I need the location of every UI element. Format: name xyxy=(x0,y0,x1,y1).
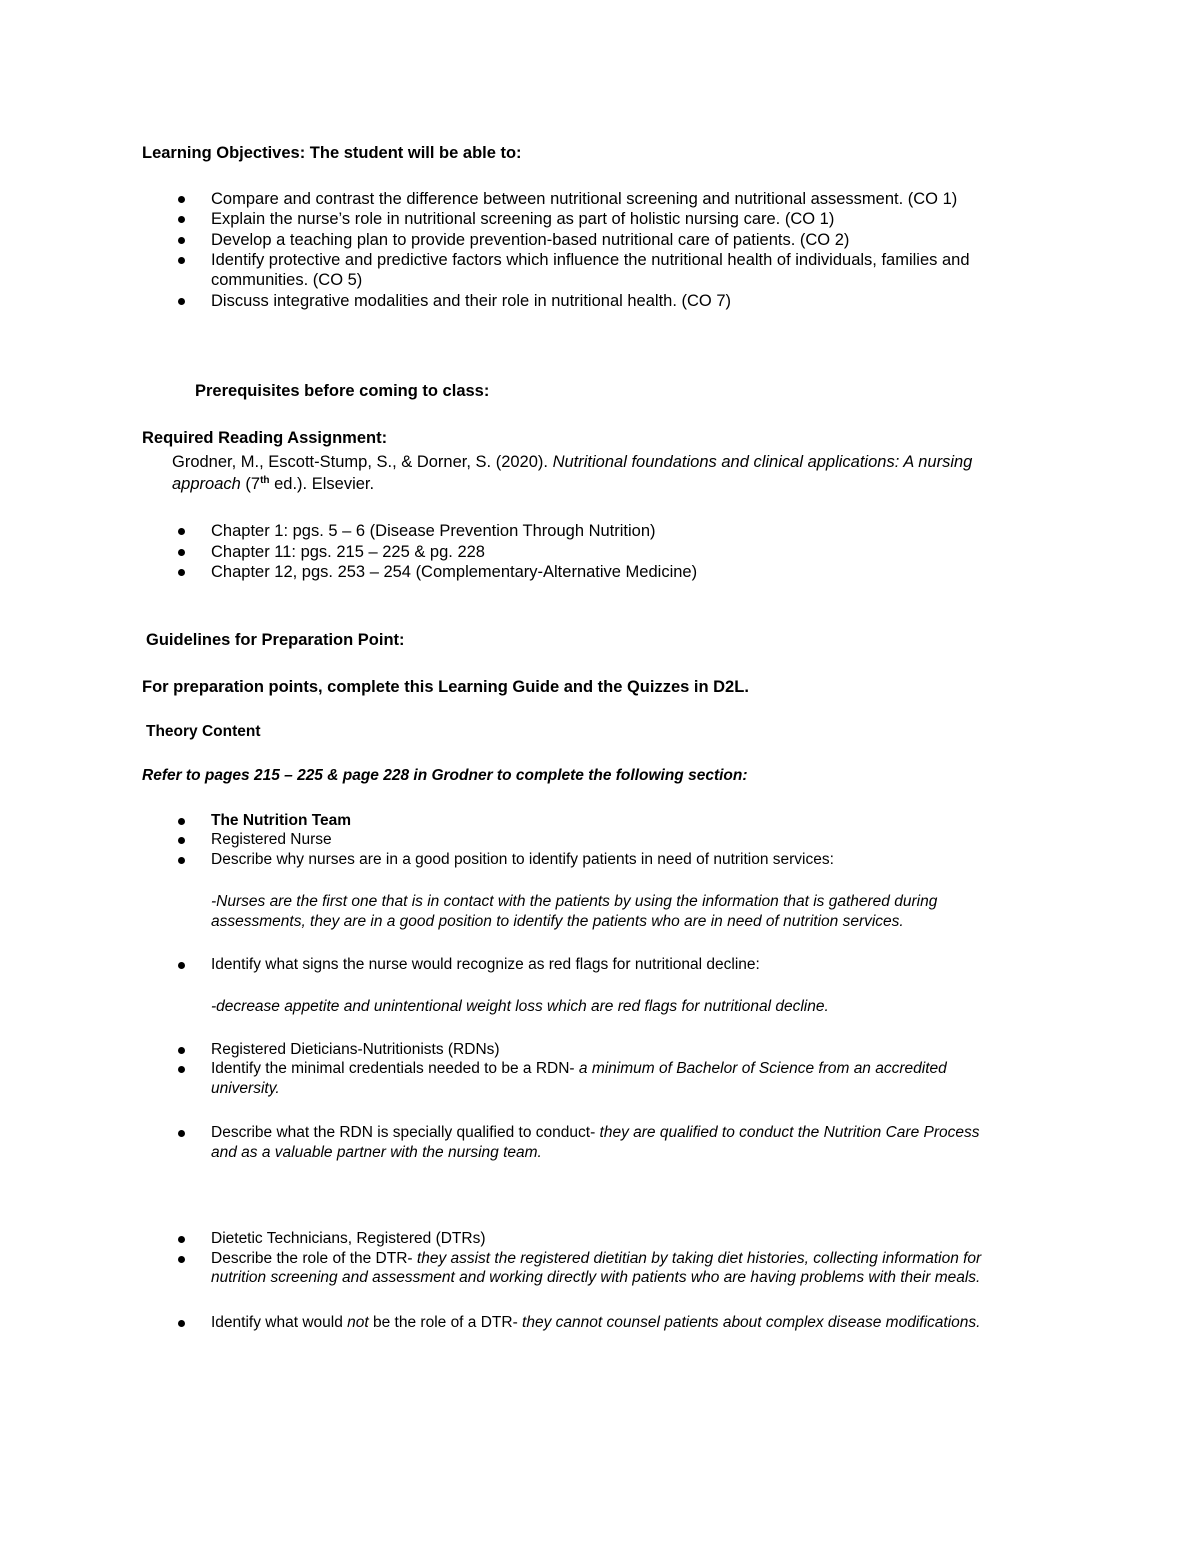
answer-position: -Nurses are the first one that is in contact with the patients by using the information that is gathered during xyxy=(211,893,938,910)
bullet xyxy=(178,818,185,825)
answer-credentials-continued: university. xyxy=(211,1080,280,1097)
question-not-dtr: Identify what would xyxy=(211,1314,348,1331)
theory-heading: Theory Content xyxy=(146,723,261,740)
citation-publisher: ed.). Elsevier. xyxy=(269,475,375,493)
bullet xyxy=(178,257,185,264)
answer-rdn-qualified: they are qualified to conduct the Nutrition Care Process xyxy=(599,1124,980,1141)
dtr-role-line xyxy=(211,1249,981,1269)
citation-title: approach xyxy=(172,475,241,493)
question-rdn-qualified: Describe what the RDN is specially qualified to conduct- xyxy=(211,1124,600,1141)
rdn-label: Registered Dieticians-Nutritionists (RDNs) xyxy=(211,1041,500,1058)
learning-objectives-heading: Learning Objectives: The student will be able to: xyxy=(142,144,522,162)
citation-line-2 xyxy=(172,474,374,494)
bullet xyxy=(178,528,185,535)
bullet xyxy=(178,1236,185,1243)
preparation-note: For preparation points, complete this Learning Guide and the Quizzes in D2L. xyxy=(142,678,749,696)
chapter-item: Chapter 1: pgs. 5 – 6 (Disease Prevention Through Nutrition) xyxy=(211,522,656,540)
nutrition-team-heading: The Nutrition Team xyxy=(211,812,352,829)
bullet xyxy=(178,216,185,223)
objective-item: Explain the nurse’s role in nutritional screening as part of holistic nursing care. (CO 1) xyxy=(211,210,835,228)
answer-dtr-role: they assist the registered dietitian by taking diet histories, collecting information for xyxy=(416,1250,982,1267)
bullet xyxy=(178,237,185,244)
bullet xyxy=(178,1066,185,1073)
question-credentials: Identify the minimal credentials needed to be a RDN- xyxy=(211,1060,579,1077)
answer-redflags: -decrease appetite and unintentional weight loss which are red flags for nutritional decline. xyxy=(211,998,829,1015)
bullet xyxy=(178,1047,185,1054)
objective-item: Identify protective and predictive factors which influence the nutritional health of individuals, families and xyxy=(211,251,970,269)
bullet xyxy=(178,549,185,556)
objective-item: Compare and contrast the difference between nutritional screening and nutritional assessment. (CO 1) xyxy=(211,190,958,208)
bullet xyxy=(178,1130,185,1137)
credentials-line xyxy=(211,1059,947,1079)
chapter-item: Chapter 12, pgs. 253 – 254 (Complementary-Alternative Medicine) xyxy=(211,563,698,581)
answer-credentials: a minimum of Bachelor of Science from an accredited xyxy=(578,1060,947,1077)
citation-authors: Grodner, M., Escott-Stump, S., & Dorner, S. (2020). xyxy=(172,453,553,471)
objective-item: Discuss integrative modalities and their role in nutritional health. (CO 7) xyxy=(211,292,731,310)
bullet xyxy=(178,837,185,844)
bullet xyxy=(178,569,185,576)
citation-line-1 xyxy=(172,452,972,472)
bullet xyxy=(178,1256,185,1263)
guidelines-heading: Guidelines for Preparation Point: xyxy=(146,631,405,649)
bullet xyxy=(178,1320,185,1327)
reading-heading: Required Reading Assignment: xyxy=(142,429,388,447)
answer-position-continued: assessments, they are in a good position to identify the patients who are in need of nutrition services. xyxy=(211,913,904,930)
question-dtr-role: Describe the role of the DTR- xyxy=(211,1250,417,1267)
rn-label: Registered Nurse xyxy=(211,831,332,848)
answer-rdn-qualified-continued: and as a valuable partner with the nursing team. xyxy=(211,1144,542,1161)
rdn-qualified-line xyxy=(211,1123,980,1143)
bullet xyxy=(178,857,185,864)
refer-note: Refer to pages 215 – 225 & page 228 in Grodner to complete the following section: xyxy=(142,767,748,784)
chapter-item: Chapter 11: pgs. 215 – 225 & pg. 228 xyxy=(211,543,485,561)
question-not-dtr-end: be the role of a DTR- xyxy=(368,1314,523,1331)
question-position: Describe why nurses are in a good position to identify patients in need of nutrition services: xyxy=(211,851,834,868)
question-redflags: Identify what signs the nurse would recognize as red flags for nutritional decline: xyxy=(211,956,760,973)
citation-title: Nutritional foundations and clinical applications: A nursing xyxy=(552,453,973,471)
prerequisites-heading: Prerequisites before coming to class: xyxy=(195,382,490,400)
citation-edition-superscript: th xyxy=(260,475,270,486)
objective-item: Develop a teaching plan to provide prevention-based nutritional care of patients. (CO 2) xyxy=(211,231,850,249)
dtr-label: Dietetic Technicians, Registered (DTRs) xyxy=(211,1230,486,1247)
citation-edition: (7 xyxy=(240,475,261,493)
question-not-dtr-emphasis: not xyxy=(347,1314,369,1331)
bullet xyxy=(178,196,185,203)
answer-not-dtr: they cannot counsel patients about complex disease modifications. xyxy=(522,1314,981,1331)
not-dtr-line xyxy=(211,1313,980,1333)
bullet xyxy=(178,962,185,969)
bullet xyxy=(178,298,185,305)
answer-dtr-role-continued: nutrition screening and assessment and working directly with patients who are having problems with their meals. xyxy=(211,1269,981,1286)
objective-item-continued: communities. (CO 5) xyxy=(211,271,363,289)
